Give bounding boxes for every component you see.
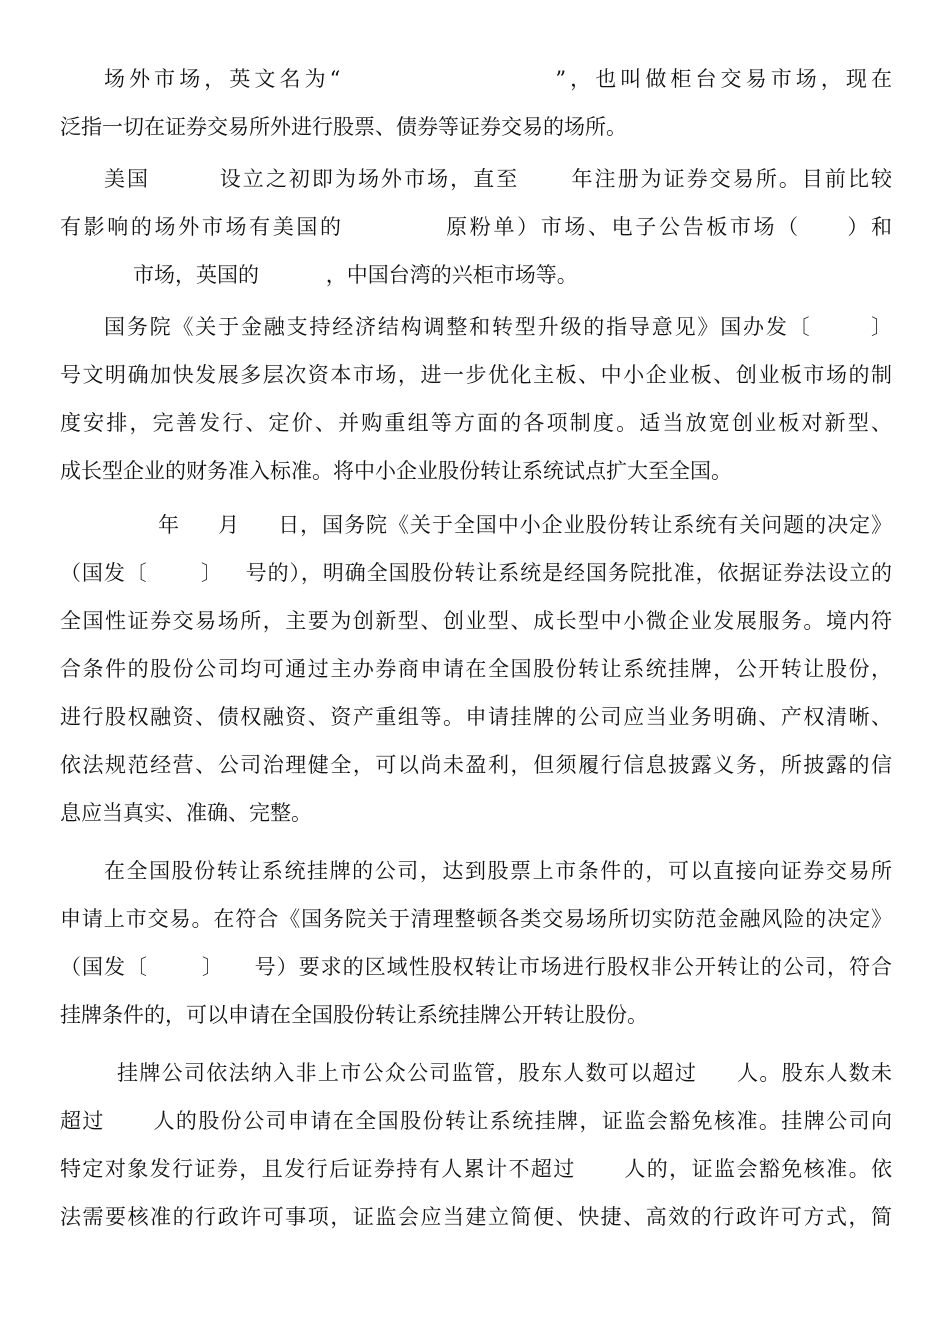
text-line-23: 特定对象发行证券，且发行后证券持有人累计不超过 人的，证监会豁免核准。依: [60, 1157, 892, 1181]
text-line-19: （国发〔 〕 号）要求的区域性股权转让市场进行股权非公开转让的公司，符合: [60, 955, 892, 979]
text-line-6: 国务院《关于金融支持经济结构调整和转型升级的指导意见》国办发〔 〕: [104, 315, 892, 339]
text-line-1: 场外市场，英文名为“ ”，也叫做柜台交易市场，现在: [104, 67, 892, 91]
text-line-12: 全国性证券交易场所，主要为创新型、创业型、成长型中小微企业发展服务。境内符: [60, 609, 892, 633]
text-line-13: 合条件的股份公司均可通过主办券商申请在全国股份转让系统挂牌，公开转让股份，: [60, 657, 892, 681]
text-line-15: 依法规范经营、公司治理健全，可以尚未盈利，但须履行信息披露义务，所披露的信: [60, 753, 892, 777]
text-line-3: 美国 设立之初即为场外市场，直至 年注册为证券交易所。目前比较: [104, 167, 892, 191]
text-line-24: 法需要核准的行政许可事项，证监会应当建立简便、快捷、高效的行政许可方式，简: [60, 1205, 892, 1229]
text-line-9: 成长型企业的财务准入标准。将中小企业股份转让系统试点扩大至全国。: [60, 459, 732, 483]
text-line-8: 度安排，完善发行、定价、并购重组等方面的各项制度。适当放宽创业板对新型、: [60, 411, 892, 435]
text-line-11: （国发〔 〕 号的），明确全国股份转让系统是经国务院批准，依据证券法设立的: [60, 561, 892, 585]
text-line-16: 息应当真实、准确、完整。: [60, 801, 312, 825]
text-line-7: 号文明确加快发展多层次资本市场，进一步优化主板、中小企业板、创业板市场的制: [60, 363, 892, 387]
text-line-17: 在全国股份转让系统挂牌的公司，达到股票上市条件的，可以直接向证券交易所: [104, 859, 892, 883]
text-line-18: 申请上市交易。在符合《国务院关于清理整顿各类交易场所切实防范金融风险的决定》: [60, 907, 892, 931]
text-line-4: 有影响的场外市场有美国的 原粉单）市场、电子公告板市场（ ）和: [60, 215, 892, 239]
text-line-22: 超过 人的股份公司申请在全国股份转让系统挂牌，证监会豁免核准。挂牌公司向: [60, 1109, 892, 1133]
text-line-20: 挂牌条件的，可以申请在全国股份转让系统挂牌公开转让股份。: [60, 1003, 648, 1027]
text-line-21: 挂牌公司依法纳入非上市公众公司监管，股东人数可以超过 人。股东人数未: [117, 1061, 892, 1085]
text-line-5: 市场，英国的 ，中国台湾的兴柜市场等。: [133, 263, 578, 287]
text-line-14: 进行股权融资、债权融资、资产重组等。申请挂牌的公司应当业务明确、产权清晰、: [60, 705, 892, 729]
text-line-10: 年 月 日，国务院《关于全国中小企业股份转让系统有关问题的决定》: [158, 513, 892, 537]
text-line-2: 泛指一切在证券交易所外进行股票、债券等证券交易的场所。: [60, 115, 627, 139]
